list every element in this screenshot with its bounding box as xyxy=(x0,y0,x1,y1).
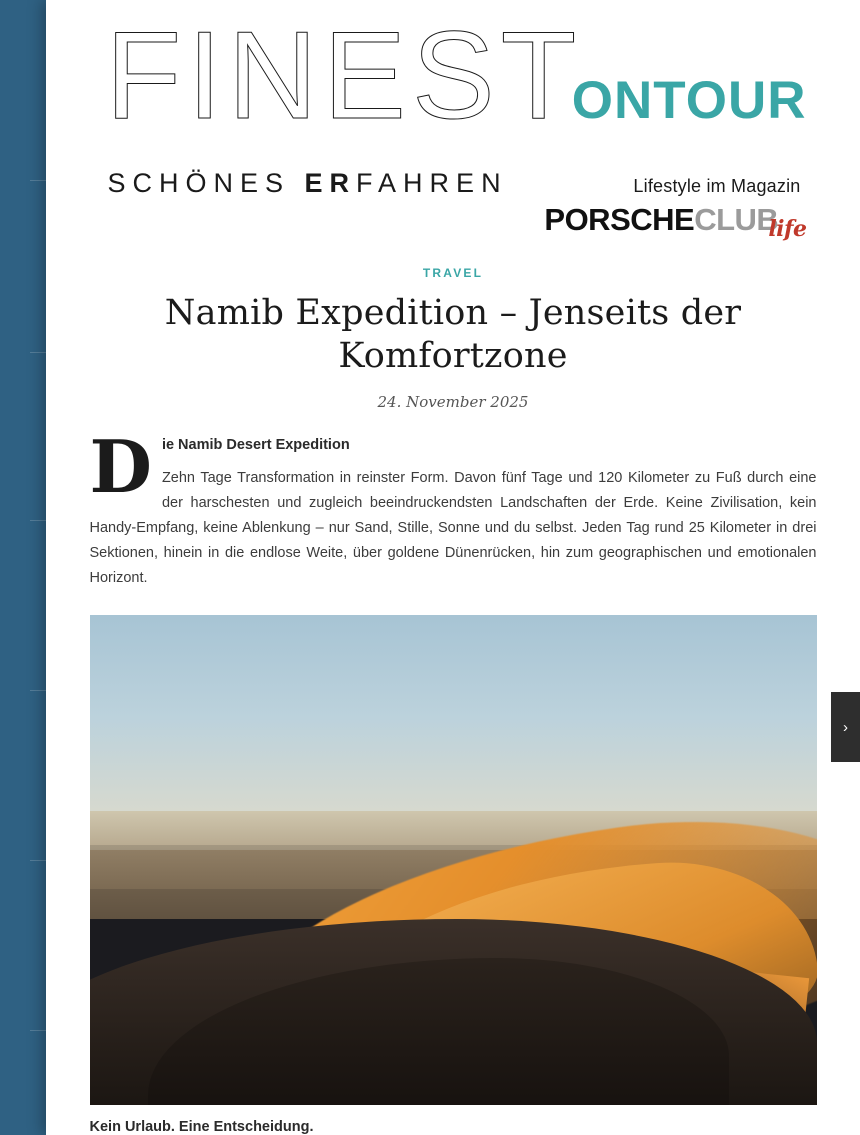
porsche-word: PORSCHE xyxy=(544,202,695,237)
background-line xyxy=(30,690,46,691)
brand-tagline-bold: ER xyxy=(304,168,357,198)
porsche-club-life-logo xyxy=(544,202,807,242)
desert-photo xyxy=(90,615,817,1105)
article-body xyxy=(89,424,817,591)
background-line xyxy=(30,860,46,861)
article-figure xyxy=(90,615,817,1135)
life-word: life xyxy=(768,216,807,242)
page-title: Namib Expedition – Jenseits der Komfortzone xyxy=(164,293,742,376)
brand-tagline-pre: SCHÖNES xyxy=(107,168,305,198)
lifestyle-line: Lifestyle im Magazin xyxy=(633,176,801,196)
magazine-masthead xyxy=(90,6,817,242)
body-paragraph: Zehn Tage Transformation in reinster Form. Davon fünf Tage und 120 Kilometer zu Fuß durch eine der harschesten und zugleich beeindruckendsten Landschaften der Erde. Keine Zivilisation, kein Handy-Empfang, keine Ablenkung – nur Sand, Stille, Sonne und du selbst. Jeden Tag rund 25 Kilometer in drei Sektionen, hinein in die endlose Weite, über goldene Dünenrücken, hin zum geographischen und emotionalen Horizont. xyxy=(89,470,817,587)
brand-tagline xyxy=(108,168,508,199)
page-background-strip xyxy=(0,0,46,1112)
lead-sentence: ie Namib Desert Expedition xyxy=(161,437,350,454)
article-page xyxy=(46,0,860,1135)
club-word: CLUB xyxy=(694,202,779,237)
background-line xyxy=(30,1030,46,1031)
article-date: 24. November 2025 xyxy=(377,393,529,412)
brand-wordmark: FINEST xyxy=(105,7,583,145)
figure-caption: Kein Urlaub. Eine Entscheidung. xyxy=(89,1119,314,1135)
article-category[interactable]: TRAVEL xyxy=(422,266,484,280)
next-arrow-icon[interactable]: › xyxy=(831,692,860,762)
ontour-wordmark: ONTOUR xyxy=(571,71,807,130)
dropcap: D xyxy=(89,424,152,510)
brand-tagline-post: FAHREN xyxy=(356,168,508,198)
background-line xyxy=(30,520,46,521)
background-line xyxy=(30,352,46,353)
background-line xyxy=(30,180,46,181)
